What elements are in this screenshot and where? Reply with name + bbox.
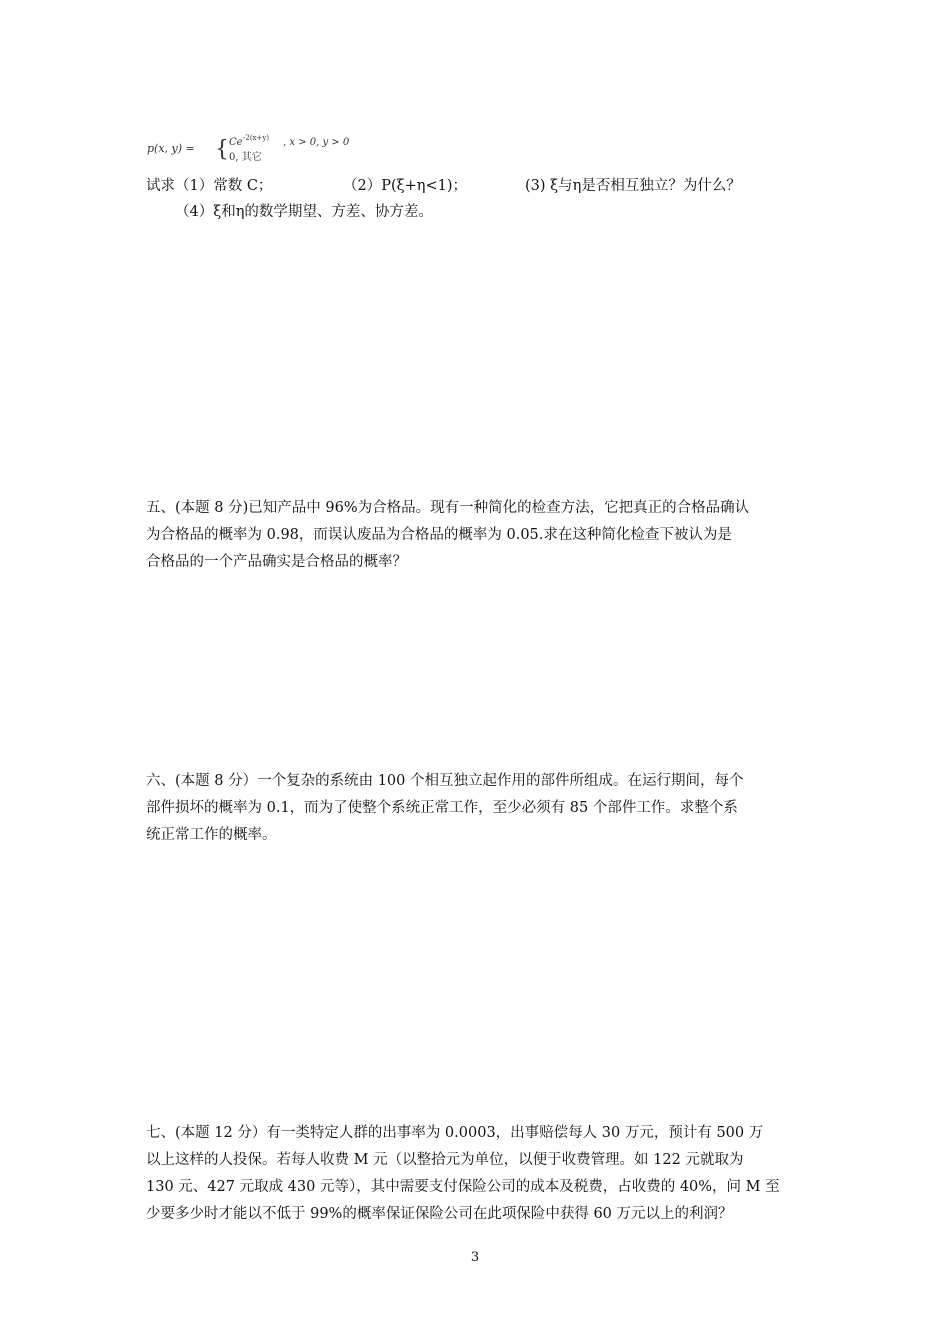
- page-number: 3: [470, 1250, 480, 1265]
- question-7-line: 130 元、427 元取成 430 元等），其中需要支付保险公司的成本及税费，占收费的 40%，问 M 至: [146, 1179, 780, 1195]
- question-6: [146, 768, 806, 849]
- question-6-line: 部件损坏的概率为 0.1，而为了使整个系统正常工作，至少必须有 85 个部件工作。求整个系: [146, 800, 738, 816]
- question-7: [146, 1120, 806, 1228]
- q4-part-2: （2）P(ξ+η<1)；: [343, 178, 467, 194]
- formula-case1-condition: , x > 0, y > 0: [283, 137, 350, 148]
- q4-part-1: 试求（1）常数 C；: [146, 178, 273, 194]
- q4-part-4: （4）ξ和η的数学期望、方差、协方差。: [175, 204, 433, 220]
- formula-case1-exponent: -2(x+y): [243, 134, 270, 142]
- density-formula: [147, 132, 467, 164]
- question-6-line: 六、(本题 8 分）一个复杂的系统由 100 个相互独立起作用的部件所组成。在运行期间，每个: [146, 773, 744, 789]
- formula-lhs: p(x, y) =: [147, 142, 195, 155]
- formula-case2: 0, 其它: [229, 152, 262, 163]
- question-5-line: 五、(本题 8 分)已知产品中 96%为合格品。现有一种简化的检查方法，它把真正的合格品确认: [146, 500, 750, 516]
- question-7-line: 七、(本题 12 分）有一类特定人群的出事率为 0.0003，出事赔偿每人 30 万元，预计有 500 万: [146, 1125, 764, 1141]
- question-5-line: 为合格品的概率为 0.98，而误认废品为合格品的概率为 0.05.求在这种简化检查下被认为是: [146, 527, 732, 543]
- question-7-line: 少要多少时才能以不低于 99%的概率保证保险公司在此项保险中获得 60 万元以上的利润？: [146, 1206, 733, 1222]
- question-5: [146, 495, 806, 576]
- question-6-line: 统正常工作的概率。: [146, 827, 277, 843]
- formula-brace: {: [215, 137, 229, 162]
- question-5-line: 合格品的一个产品确实是合格品的概率？: [146, 554, 407, 570]
- formula-case1: Ce: [229, 137, 243, 148]
- q4-part-3: (3) ξ与η是否相互独立？为什么？: [525, 178, 741, 194]
- question-7-line: 以上这样的人投保。若每人收费 M 元（以整拾元为单位，以便于收费管理。如 122 元就取为: [146, 1152, 744, 1168]
